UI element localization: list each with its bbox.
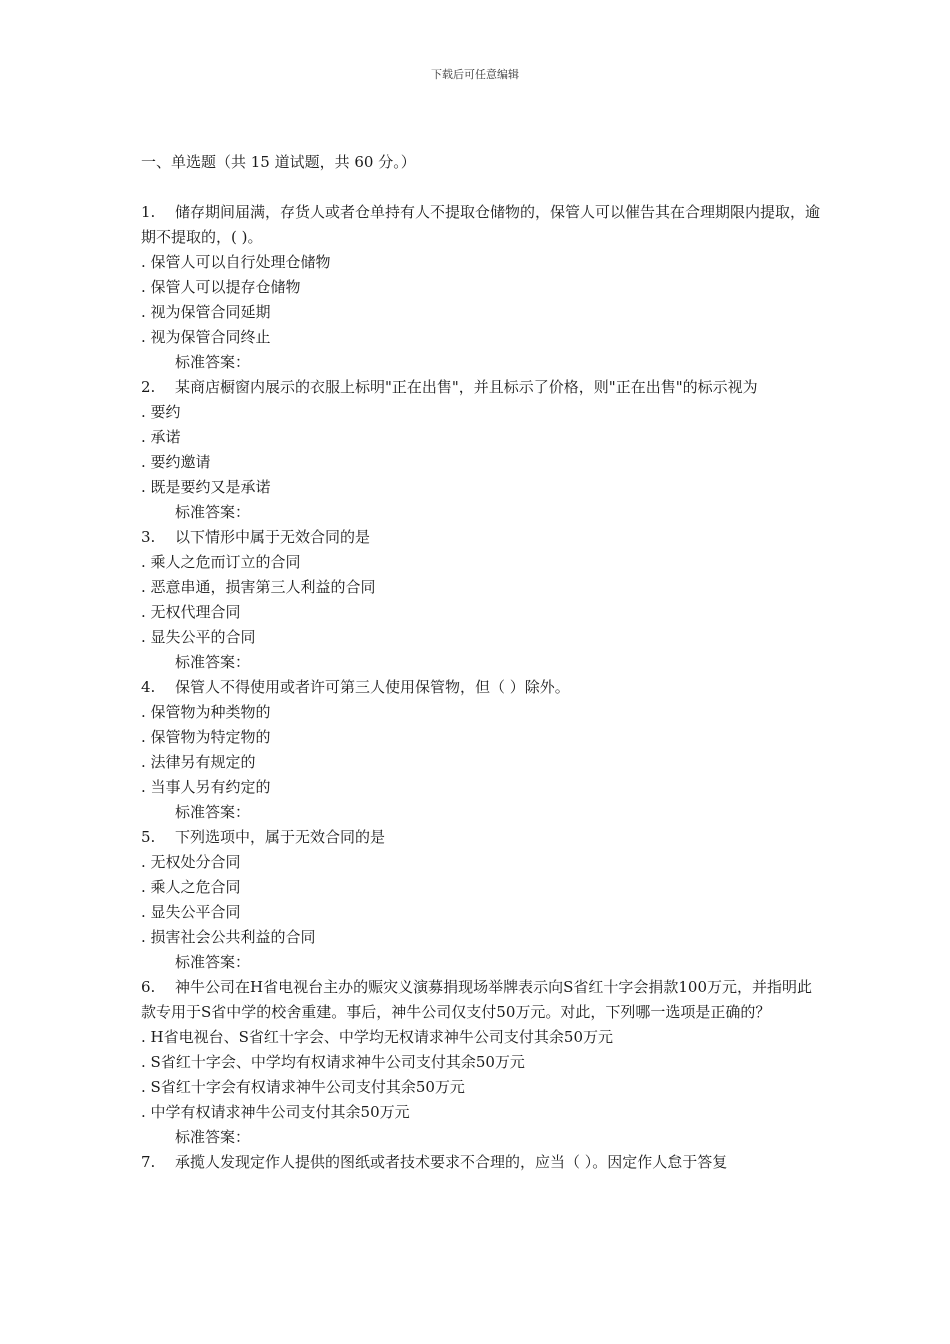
question-text: 储存期间届满，存货人或者仓单持有人不提取仓储物的，保管人可以催告其在合理期限内提取，逾期不提取的，( )。 <box>141 203 821 246</box>
standard-answer-label: 标准答案： <box>175 503 251 521</box>
answer-option: . 既是要约又是承诺 <box>141 475 821 500</box>
question-text: 某商店橱窗内展示的衣服上标明"正在出售"，并且标示了价格，则"正在出售"的标示视为 <box>175 378 758 396</box>
question-number: 4. <box>141 678 156 696</box>
question-number: 5. <box>141 828 156 846</box>
answer-option: . 保管物为特定物的 <box>141 725 821 750</box>
answer-option: . 乘人之危而订立的合同 <box>141 550 821 575</box>
answer-option: . 显失公平的合同 <box>141 625 821 650</box>
question-stem <box>141 200 821 250</box>
answer-option: . 保管人可以自行处理仓储物 <box>141 250 821 275</box>
standard-answer-label: 标准答案： <box>175 953 251 971</box>
standard-answer-label: 标准答案： <box>175 1128 251 1146</box>
answer-option: . 要约 <box>141 400 821 425</box>
question-text: 保管人不得使用或者许可第三人使用保管物，但（ ）除外。 <box>175 678 570 696</box>
standard-answer-label: 标准答案： <box>175 353 251 371</box>
question-number: 1. <box>141 203 156 221</box>
answer-option: . 中学有权请求神牛公司支付其余50万元 <box>141 1100 821 1125</box>
answer-option: . 乘人之危合同 <box>141 875 821 900</box>
answer-option: . 无权代理合同 <box>141 600 821 625</box>
answer-option: . 视为保管合同延期 <box>141 300 821 325</box>
answer-option: . 损害社会公共利益的合同 <box>141 925 821 950</box>
answer-option: . 保管人可以提存仓储物 <box>141 275 821 300</box>
question-stem <box>141 975 821 1025</box>
answer-option: . 无权处分合同 <box>141 850 821 875</box>
question-6 <box>141 975 821 1150</box>
answer-option: . S省红十字会、中学均有权请求神牛公司支付其余50万元 <box>141 1050 821 1075</box>
answer-option: . 视为保管合同终止 <box>141 325 821 350</box>
question-text: 承揽人发现定作人提供的图纸或者技术要求不合理的，应当（ ）。因定作人怠于答复 <box>175 1153 728 1171</box>
document-body <box>141 150 821 1175</box>
question-2 <box>141 375 821 525</box>
question-text: 以下情形中属于无效合同的是 <box>175 528 371 546</box>
answer-option: . 显失公平合同 <box>141 900 821 925</box>
question-4 <box>141 675 821 825</box>
answer-option: . 承诺 <box>141 425 821 450</box>
answer-option: . 保管物为种类物的 <box>141 700 821 725</box>
question-stem <box>141 375 821 400</box>
question-1 <box>141 200 821 375</box>
answer-option: . 当事人另有约定的 <box>141 775 821 800</box>
question-stem <box>141 525 821 550</box>
answer-option: . 要约邀请 <box>141 450 821 475</box>
question-5 <box>141 825 821 975</box>
question-stem <box>141 825 821 850</box>
question-stem <box>141 1150 821 1175</box>
answer-option: . S省红十字会有权请求神牛公司支付其余50万元 <box>141 1075 821 1100</box>
question-list <box>141 200 821 1175</box>
answer-option: . H省电视台、S省红十字会、中学均无权请求神牛公司支付其余50万元 <box>141 1025 821 1050</box>
standard-answer-label: 标准答案： <box>175 803 251 821</box>
answer-option: . 恶意串通，损害第三人利益的合同 <box>141 575 821 600</box>
question-text: 神牛公司在H省电视台主办的赈灾义演募捐现场举牌表示向S省红十字会捐款100万元，并指明此款专用于S省中学的校舍重建。事后，神牛公司仅支付50万元。对此，下列哪一选项是正确的？ <box>141 978 812 1021</box>
question-number: 3. <box>141 528 156 546</box>
question-3 <box>141 525 821 675</box>
question-7 <box>141 1150 821 1175</box>
question-text: 下列选项中，属于无效合同的是 <box>175 828 386 846</box>
question-number: 2. <box>141 378 156 396</box>
question-stem <box>141 675 821 700</box>
question-number: 7. <box>141 1153 156 1171</box>
question-number: 6. <box>141 978 156 996</box>
section-title: 一、单选题（共 15 道试题，共 60 分。） <box>141 153 416 171</box>
standard-answer-label: 标准答案： <box>175 653 251 671</box>
answer-option: . 法律另有规定的 <box>141 750 821 775</box>
page-header: 下载后可任意编辑 <box>431 68 519 81</box>
